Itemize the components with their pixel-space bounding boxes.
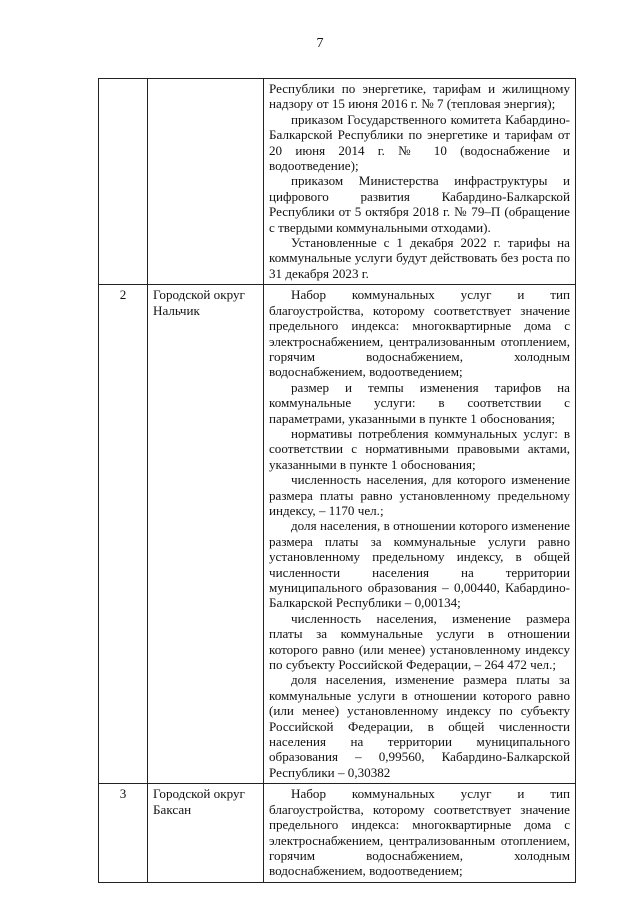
municipality-name-cell: Городской округ Нальчик bbox=[148, 285, 264, 784]
justification-cell bbox=[264, 784, 576, 882]
table-row bbox=[99, 784, 576, 882]
justification-paragraph: приказом Министерства инфраструктуры и цифрового развития Кабардино-Балкарской Республики от 5 октября 2018 г. № 79–П (обращение с твердыми коммунальными отходами). bbox=[269, 173, 570, 235]
justification-cell bbox=[264, 79, 576, 285]
justification-paragraph: Набор коммунальных услуг и тип благоустройства, которому соответствует значение предельного индекса: многоквартирные дома с электроснабжением, централизованным отоплением, горячим водоснабжением, холодным водоснабжением, водоотведением; bbox=[269, 786, 570, 879]
table-row bbox=[99, 79, 576, 285]
row-number-cell: 2 bbox=[99, 285, 148, 784]
justification-paragraph: нормативы потребления коммунальных услуг: в соответствии с нормативными правовыми актами, указанными в пункте 1 обоснования; bbox=[269, 425, 570, 472]
table-row bbox=[99, 285, 576, 784]
justification-cell bbox=[264, 285, 576, 784]
municipality-name-cell bbox=[148, 79, 264, 285]
justification-paragraph: Республики по энергетике, тарифам и жилищному надзору от 15 июня 2016 г. № 7 (тепловая энергия); bbox=[269, 81, 570, 112]
page-number: 7 bbox=[316, 36, 324, 51]
row-number-cell: 3 bbox=[99, 784, 148, 882]
justification-paragraph: численность населения, для которого изменение размера платы равно установленному предельному индексу, – 1170 чел.; bbox=[269, 472, 570, 518]
municipal-index-table bbox=[98, 78, 576, 883]
municipality-name-cell: Городской округ Баксан bbox=[148, 784, 264, 882]
justification-paragraph: Установленные с 1 декабря 2022 г. тарифы на коммунальные услуги будут действовать без роста по 31 декабря 2023 г. bbox=[269, 235, 570, 281]
justification-paragraph: Набор коммунальных услуг и тип благоустройства, которому соответствует значение предельного индекса: многоквартирные дома с электроснабжением, централизованным отоплением, горячим водоснабжением, холодным водоснабжением, водоотведением; bbox=[269, 287, 570, 380]
justification-paragraph: доля населения, в отношении которого изменение размера платы за коммунальные услуги равно установленному предельному индексу, в общей численности населения на территории муниципального образования – 0,00440, Кабардино-Балкарской Республики – 0,00134; bbox=[269, 518, 570, 611]
justification-paragraph: доля населения, изменение размера платы за коммунальные услуги в отношении которого равно (или менее) установленному индексу по субъекту Российской Федерации, в общей численности населения на территории муниципального образования – 0,99560, Кабардино-Балкарской Республики – 0,30382 bbox=[269, 672, 570, 780]
justification-paragraph: приказом Государственного комитета Кабардино-Балкарской Республики по энергетике и тарифам от 20 июня 2014 г. № 10 (водоснабжение и водоотведение); bbox=[269, 111, 570, 174]
row-number-cell bbox=[99, 79, 148, 285]
justification-paragraph: численность населения, изменение размера платы за коммунальные услуги в отношении которого равно (или менее) установленному индексу по субъекту Российской Федерации, – 264 472 чел.; bbox=[269, 610, 570, 673]
justification-paragraph: размер и темпы изменения тарифов на коммунальные услуги: в соответствии с параметрами, указанными в пункте 1 обоснования; bbox=[269, 379, 570, 426]
